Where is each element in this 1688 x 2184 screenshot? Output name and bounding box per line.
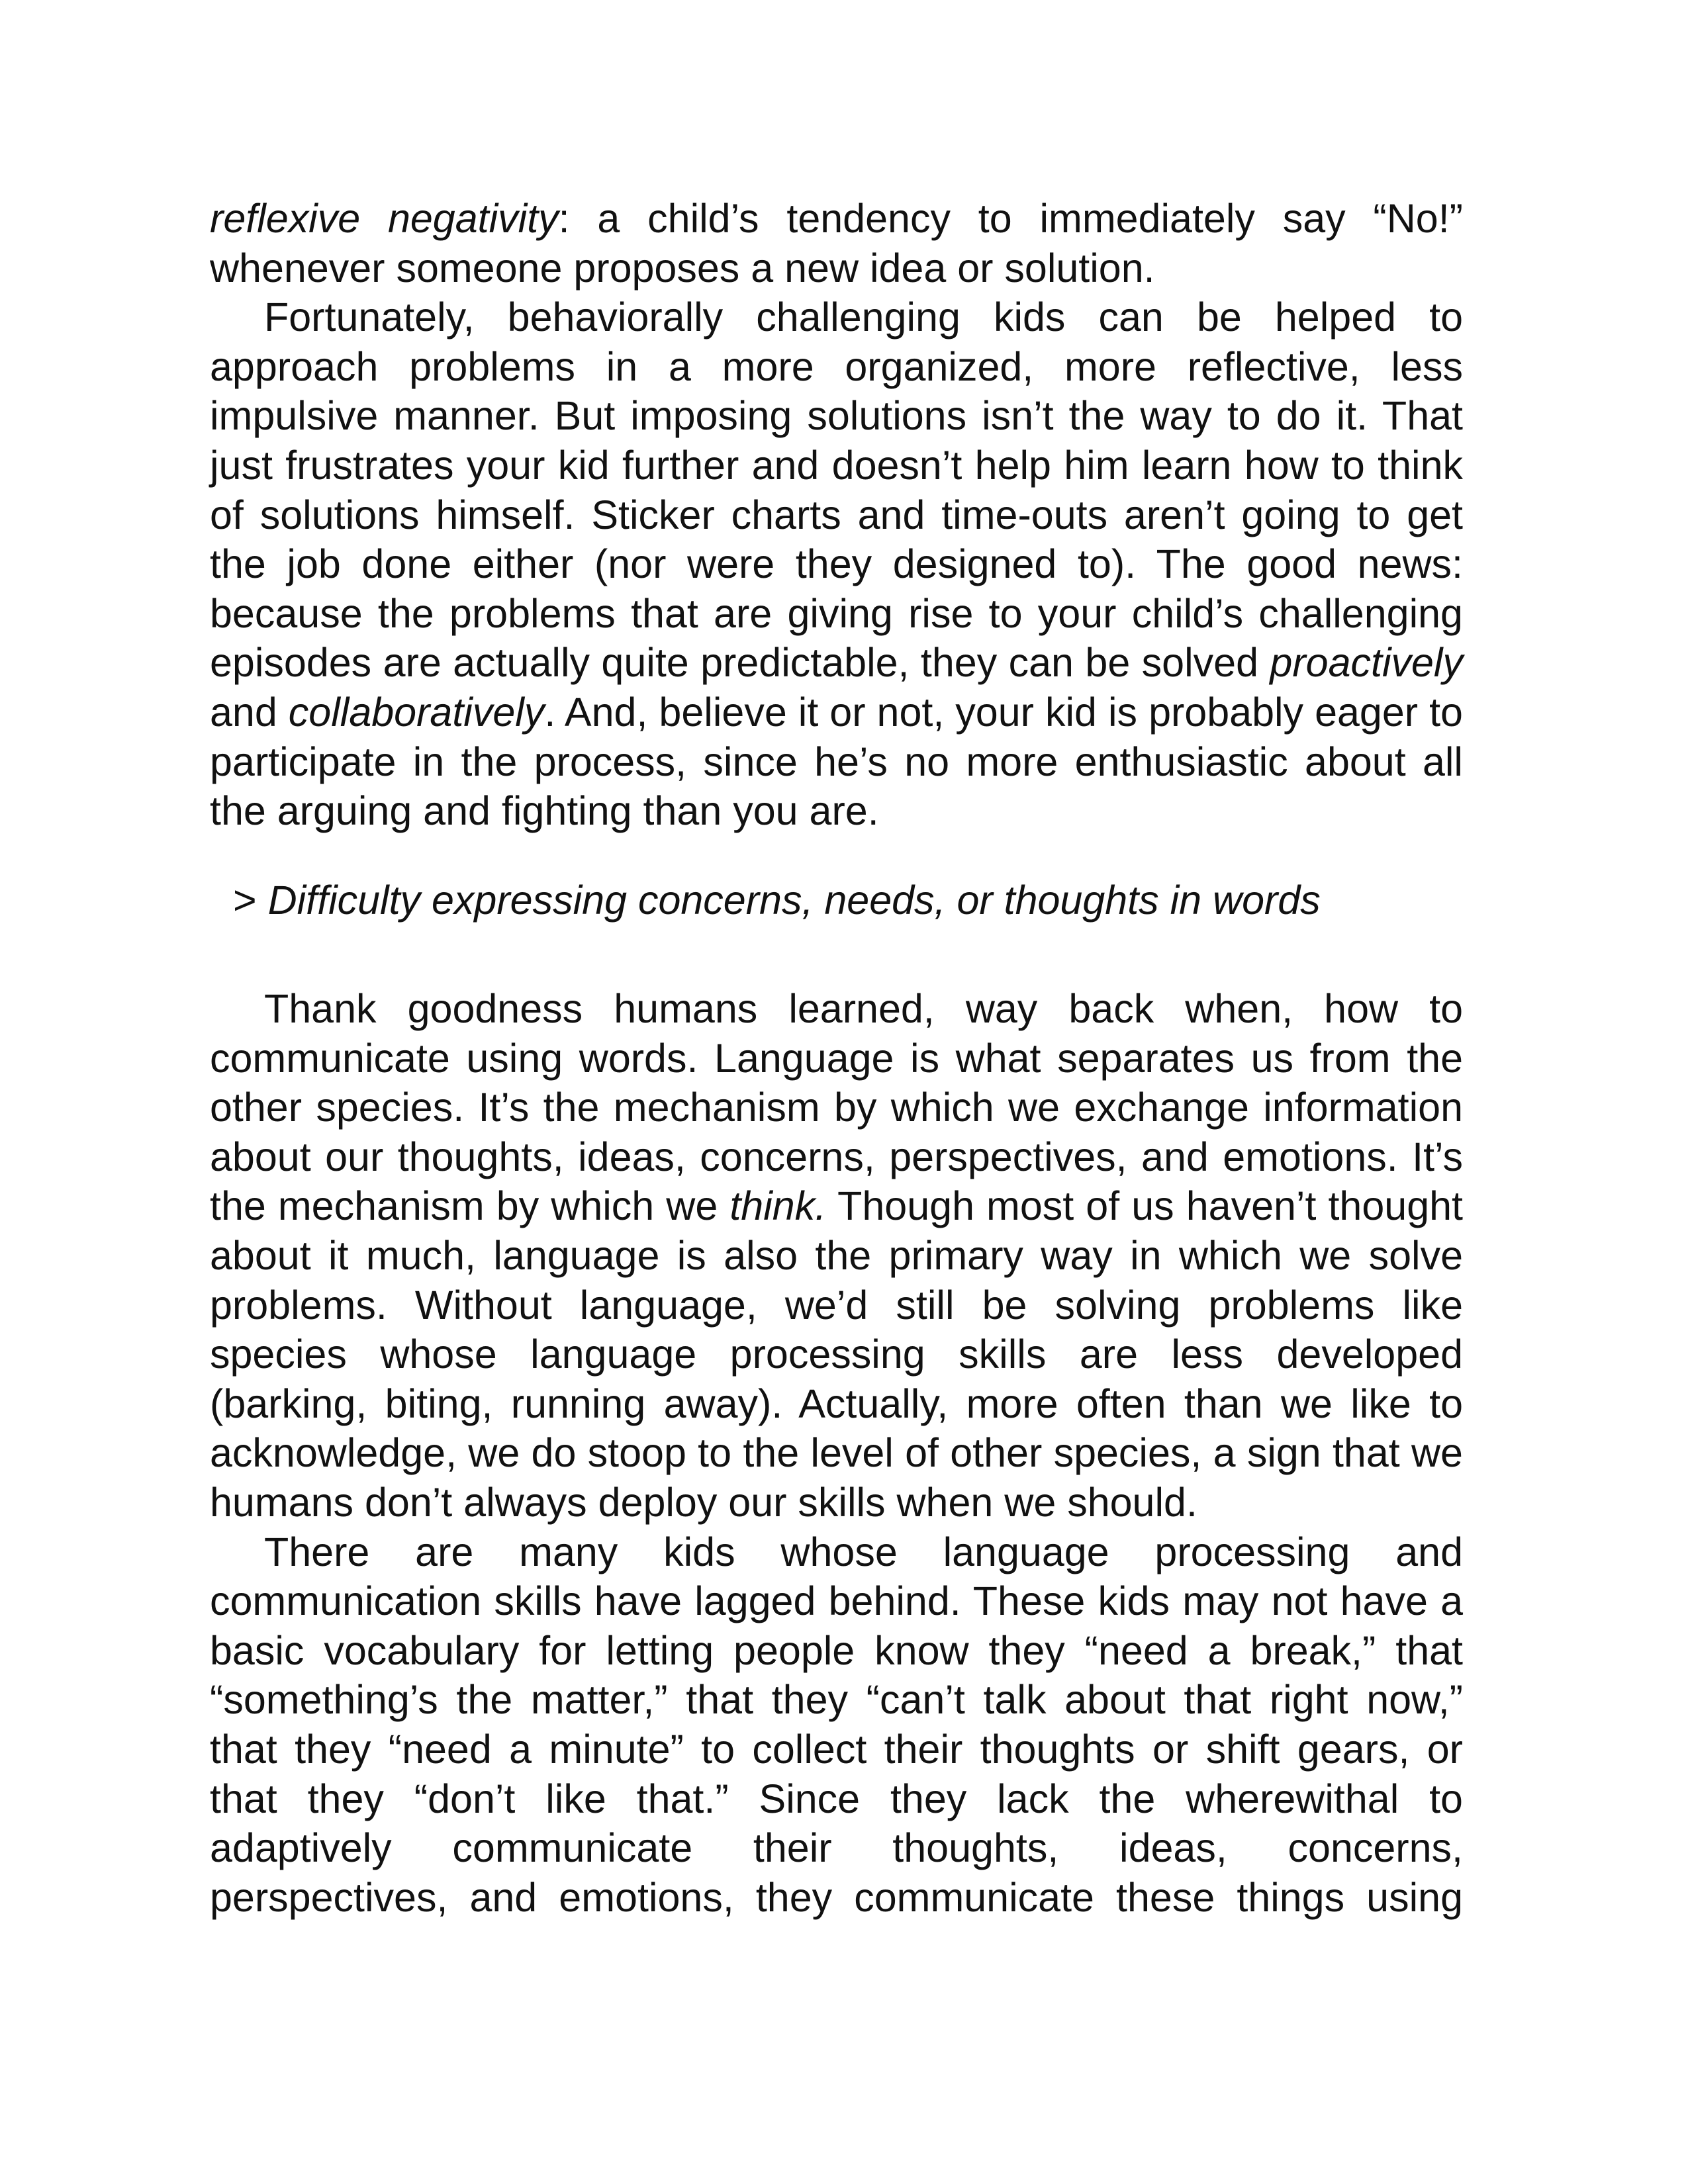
section-heading bbox=[210, 876, 1463, 925]
paragraph-there-are-many-kids: There are many kids whose language processing and communication skills have lagged behind. These kids may not have a basic vocabulary for letting people know they “need a break,” that “something’s the matter,” that they “can’t talk about that right now,” that they “need a minute” to collect their thoughts or shift gears, or that they “don’t like that.” Since they lack the wherewithal to adaptively communicate their thoughts, ideas, concerns, perspectives, and emotions, they communicate these things using bbox=[210, 1529, 1463, 1920]
paragraph-2-text-3: . And, believe it or not, your kid is probably eager to participate in the process, since he’s no more enthusiastic about all the arguing and fighting than you are. bbox=[210, 689, 1463, 834]
paragraph-2-text-2: and bbox=[210, 689, 289, 735]
body-text-top bbox=[210, 194, 1463, 836]
paragraph-fortunately bbox=[210, 293, 1463, 836]
paragraph-3-text-1: Thank goodness humans learned, way back when, how to communicate using words. Language is what separates us from the other species. It’s the mechanism by which we exchange information about our thoughts, ideas, concerns, perspectives, and emotions. It’s the mechanism by which we bbox=[210, 986, 1463, 1229]
paragraph-thank-goodness bbox=[210, 984, 1463, 1527]
heading-text: Difficulty expressing concerns, needs, or thoughts in words bbox=[267, 878, 1321, 923]
paragraph-reflexive-negativity bbox=[210, 194, 1463, 293]
emphasis-think: think. bbox=[729, 1183, 827, 1229]
body-text-bottom bbox=[210, 984, 1463, 1922]
emphasis-proactively: proactively bbox=[1270, 640, 1463, 686]
emphasis-collaboratively: collaboratively bbox=[288, 689, 545, 735]
term-reflexive-negativity: reflexive negativity bbox=[210, 196, 559, 241]
section-heading-block bbox=[210, 876, 1463, 925]
heading-marker: > bbox=[233, 878, 257, 923]
paragraph-1-text: : a child’s tendency to immediately say “No!” whenever someone proposes a new idea or solution. bbox=[210, 196, 1463, 291]
paragraph-2-text-1: Fortunately, behaviorally challenging kids can be helped to approach problems in a more organized, more reflective, less impulsive manner. But imposing solutions isn’t the way to do it. That just frustrates your kid further and doesn’t help him learn how to think of solutions himself. Sticker charts and time-outs aren’t going to get the job done either (nor were they designed to). The good news: because the problems that are giving rise to your child’s challenging episodes are actually quite predictable, they can be solved bbox=[210, 295, 1463, 686]
paragraph-3-text-2: Though most of us haven’t thought about it much, language is also the primary way in which we solve problems. Without language, we’d still be solving problems like species whose language processing skills are less developed (barking, biting, running away). Actually, more often than we like to acknowledge, we do stoop to the level of other species, a sign that we humans don’t always deploy our skills when we should. bbox=[210, 1183, 1464, 1525]
